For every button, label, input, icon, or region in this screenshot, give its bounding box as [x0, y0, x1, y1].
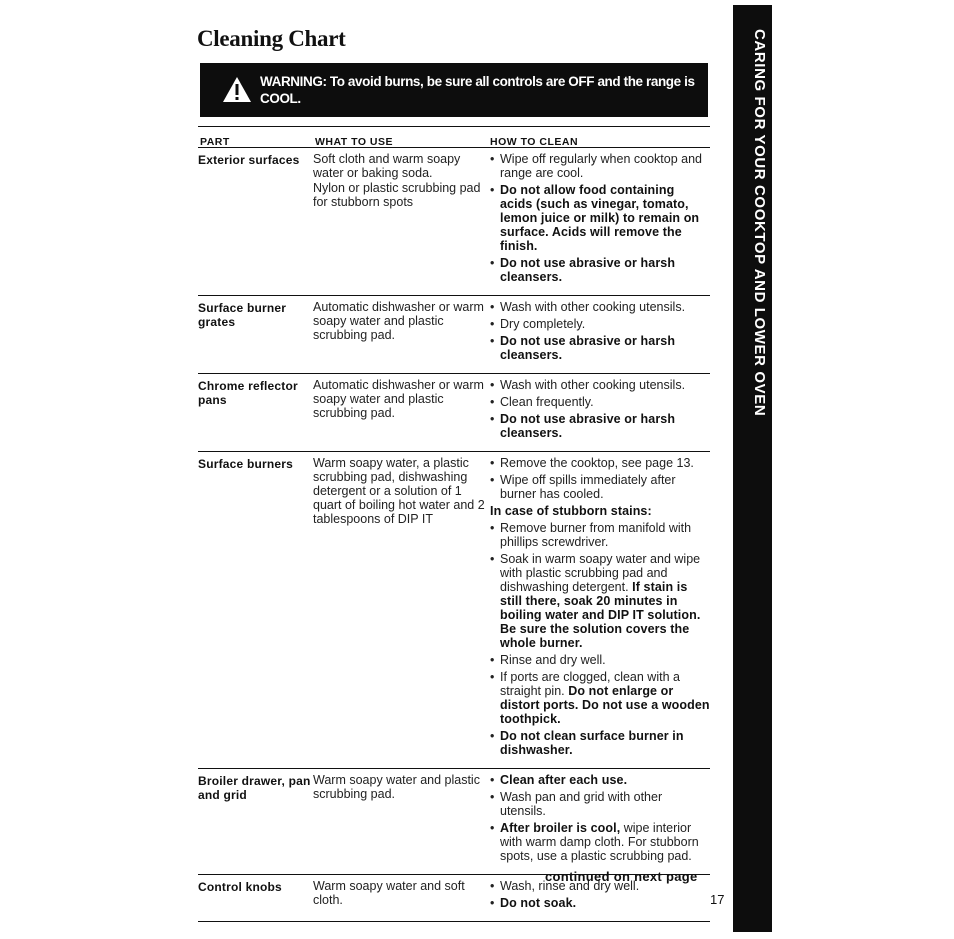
what-to-use-text: Soft cloth and warm soapy water or baking soda. — [313, 152, 461, 180]
header-how-to-clean: HOW TO CLEAN — [490, 136, 579, 148]
instruction-text: Remove the cooktop, see page 13. — [500, 456, 694, 470]
warning-banner — [200, 63, 708, 117]
instruction-text: Soak in warm soapy water and wipe with plastic scrubbing pad and dishwashing detergent. — [500, 552, 701, 594]
instruction-item — [490, 773, 710, 787]
instruction-text: Clean after each use. — [500, 773, 628, 787]
row-how-to-clean — [490, 773, 710, 866]
instruction-text: If stain is still there, soak 20 minutes in boiling water and DIP IT solution. Be sure the solution covers the whole burner. — [500, 580, 701, 650]
instruction-text: Do not use abrasive or harsh cleansers. — [500, 256, 676, 284]
instruction-item — [490, 729, 710, 757]
row-how-to-clean — [490, 300, 710, 365]
instruction-item — [490, 256, 710, 284]
instruction-text: Do not soak. — [500, 896, 577, 910]
row-how-to-clean — [490, 879, 710, 913]
what-to-use-text: Warm soapy water and soft cloth. — [313, 879, 465, 907]
row-part: Surface burners — [198, 457, 294, 471]
row-what-to-use — [313, 879, 490, 913]
header-what-to-use: WHAT TO USE — [315, 136, 394, 148]
instruction-text: Wipe off spills immediately after burner has cooled. — [500, 473, 676, 501]
row-how-to-clean — [490, 152, 710, 287]
what-to-use-text: Nylon or plastic scrubbing pad for stubborn spots — [313, 181, 481, 209]
instruction-text: Clean frequently. — [500, 395, 594, 409]
cleaning-chart-table — [198, 126, 710, 922]
row-what-to-use — [313, 378, 490, 443]
section-side-tab-label: CARING FOR YOUR COOKTOP AND LOWER OVEN — [751, 29, 768, 417]
table-row — [198, 374, 710, 452]
row-part: Control knobs — [198, 880, 282, 894]
instruction-text: Wash with other cooking utensils. — [500, 300, 686, 314]
instruction-item — [490, 412, 710, 440]
instruction-text: Do not allow food containing acids (such as vinegar, tomato, lemon juice or milk) to remain on surface. Acids will remove the finish. — [500, 183, 700, 253]
instruction-text: If ports are clogged, clean with a straight pin. — [500, 670, 680, 698]
row-how-to-clean — [490, 456, 710, 760]
instruction-text: Do not clean surface burner in dishwasher. — [500, 729, 684, 757]
row-what-to-use — [313, 773, 490, 866]
row-part: Exterior surfaces — [198, 153, 300, 167]
what-to-use-text: Automatic dishwasher or warm soapy water and plastic scrubbing pad. — [313, 300, 484, 342]
warning-text: WARNING: To avoid burns, be sure all controls are OFF and the range is COOL. — [260, 74, 695, 106]
page-title: Cleaning Chart — [197, 26, 346, 51]
instruction-text: Do not enlarge or distort ports. Do not use a wooden toothpick. — [500, 684, 710, 726]
instruction-text: Wash pan and grid with other utensils. — [500, 790, 663, 818]
instruction-item — [490, 821, 710, 863]
table-row — [198, 148, 710, 296]
instruction-item — [490, 300, 710, 314]
table-row — [198, 769, 710, 875]
instruction-item — [490, 653, 710, 667]
instruction-item — [490, 521, 710, 549]
instruction-item — [490, 378, 710, 392]
table-row — [198, 452, 710, 769]
table-row — [198, 296, 710, 374]
instruction-item — [490, 456, 710, 470]
row-how-to-clean — [490, 378, 710, 443]
section-side-tab — [733, 5, 772, 932]
what-to-use-text: Automatic dishwasher or warm soapy water and plastic scrubbing pad. — [313, 378, 484, 420]
table-header — [198, 126, 710, 148]
table-body — [198, 148, 710, 922]
instruction-item — [490, 790, 710, 818]
instruction-item — [490, 670, 710, 726]
row-part: Surface burner grates — [198, 301, 287, 329]
instruction-text: Wash, rinse and dry well. — [500, 879, 640, 893]
instruction-text: Wipe off regularly when cooktop and range are cool. — [500, 152, 702, 180]
instruction-item — [490, 473, 710, 501]
instruction-item — [490, 183, 710, 253]
instruction-item — [490, 152, 710, 180]
row-part: Broiler drawer, pan and grid — [198, 774, 311, 802]
instruction-item — [490, 552, 710, 650]
instruction-text: wipe interior with warm damp cloth. For stubborn spots, use a plastic scrubbing pad. — [500, 821, 699, 863]
header-part: PART — [200, 136, 230, 148]
instruction-text: Do not use abrasive or harsh cleansers. — [500, 334, 676, 362]
instruction-text: Do not use abrasive or harsh cleansers. — [500, 412, 676, 440]
instruction-text: In case of stubborn stains: — [490, 504, 652, 518]
continued-note: continued on next page — [545, 869, 698, 884]
instruction-subheading — [490, 504, 710, 518]
page-number: 17 — [710, 892, 725, 907]
instruction-item — [490, 395, 710, 409]
instruction-text: Remove burner from manifold with phillips screwdriver. — [500, 521, 692, 549]
instruction-text: Wash with other cooking utensils. — [500, 378, 686, 392]
instruction-text: Rinse and dry well. — [500, 653, 606, 667]
warning-triangle-icon — [222, 76, 252, 103]
row-what-to-use — [313, 152, 490, 287]
instruction-item — [490, 334, 710, 362]
instruction-text: After broiler is cool, — [500, 821, 621, 835]
instruction-item — [490, 896, 710, 910]
what-to-use-text: Warm soapy water, a plastic scrubbing pad, dishwashing detergent or a solution of 1 quart of boiling hot water and 2 tablespoons of DIP IT — [313, 456, 485, 526]
row-what-to-use — [313, 456, 490, 760]
row-what-to-use — [313, 300, 490, 365]
what-to-use-text: Warm soapy water and plastic scrubbing pad. — [313, 773, 480, 801]
instruction-text: Dry completely. — [500, 317, 586, 331]
row-part: Chrome reflector pans — [198, 379, 298, 407]
instruction-item — [490, 317, 710, 331]
